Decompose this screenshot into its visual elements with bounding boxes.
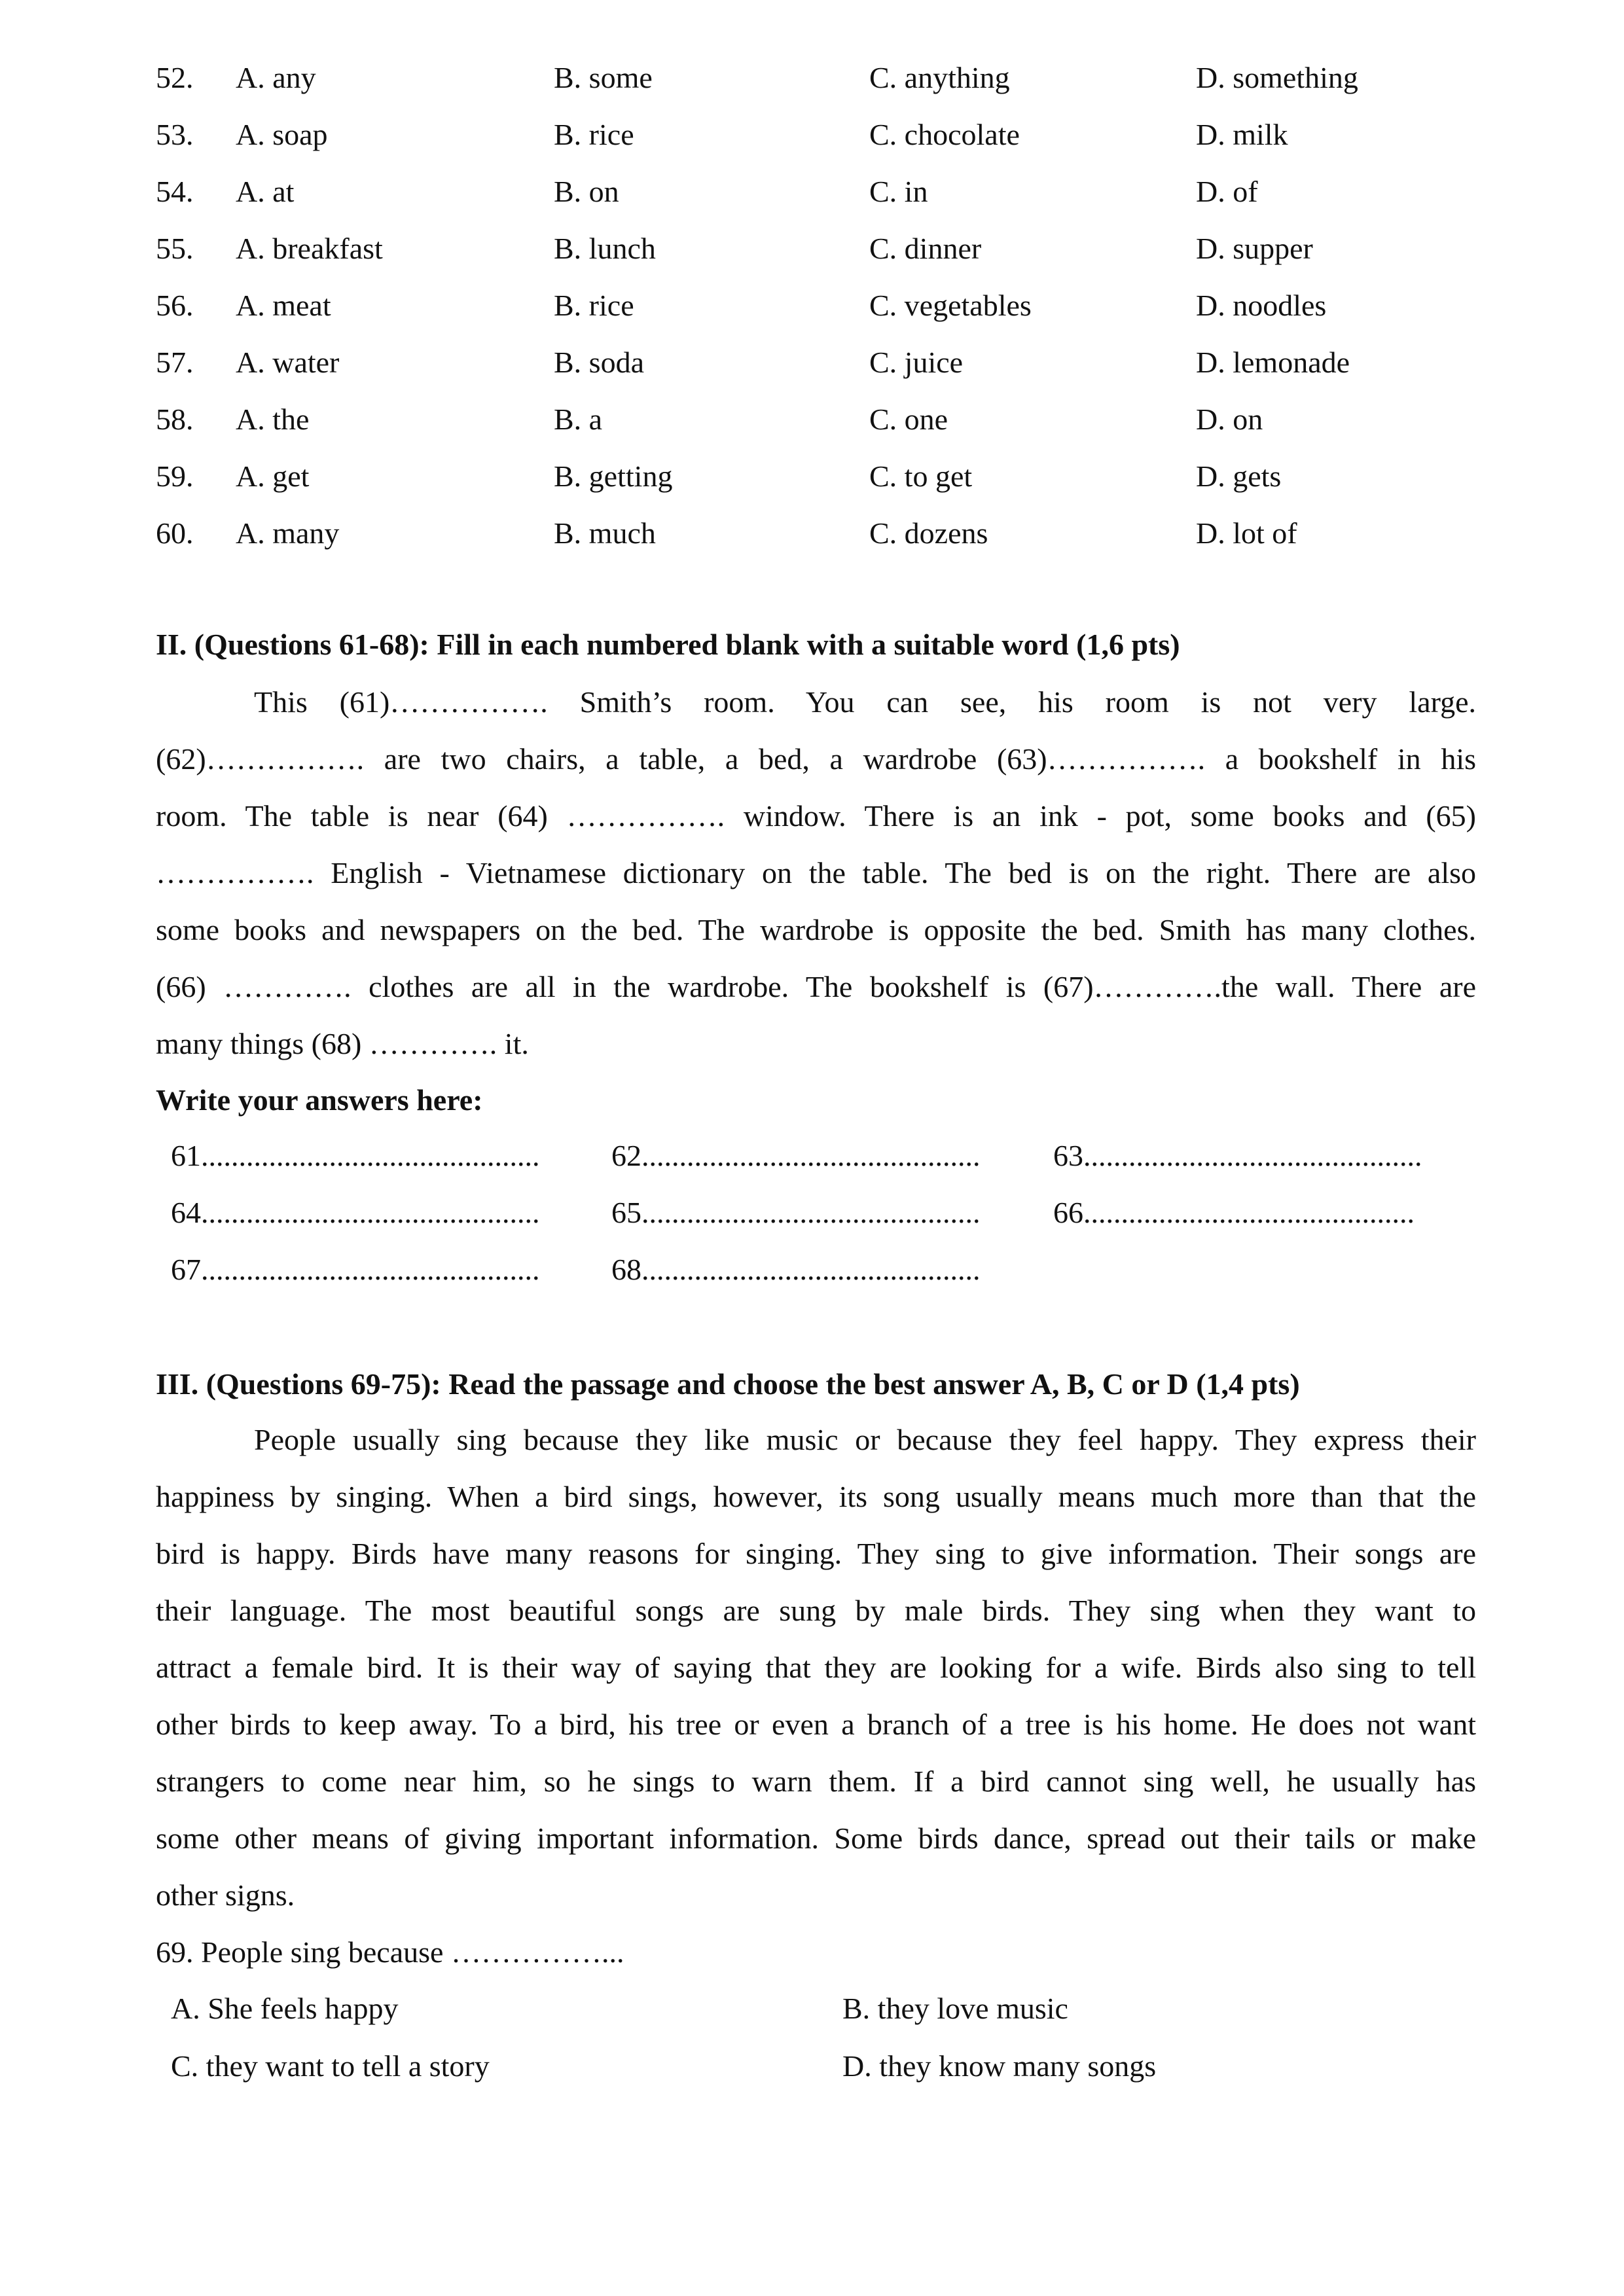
option-b: B. much (554, 516, 656, 550)
option-a: A. many (236, 516, 340, 550)
option-a: A. breakfast (236, 232, 383, 265)
option-c: C. anything (869, 61, 1010, 94)
question-number: 53. (156, 118, 194, 151)
section-3-heading: III. (Questions 69-75): Read the passage and choose the best answer A, B, C or D (1,4 pts) (156, 1367, 1300, 1401)
passage-line: attract a female bird. It is their way of saying that they are looking for a wife. Birds also sing to tell (156, 1651, 1476, 1684)
option-d: D. gets (1196, 459, 1282, 493)
option-a: A. any (236, 61, 316, 94)
option-c: C. vegetables (869, 289, 1032, 322)
option-b: B. a (554, 403, 603, 436)
question-69: 69. People sing because ……………... (156, 1935, 624, 1969)
passage-line: This (61)……………. Smith’s room. You can see, his room is not very large. (254, 685, 1476, 719)
option-b: B. soda (554, 346, 644, 379)
option-b: B. lunch (554, 232, 656, 265)
option-c: C. dozens (869, 516, 988, 550)
option-d: D. noodles (1196, 289, 1327, 322)
q69-option-d: D. they know many songs (842, 2049, 1157, 2083)
question-number: 55. (156, 232, 194, 265)
q69-option-c: C. they want to tell a story (171, 2049, 490, 2083)
passage-line: (62)……………. are two chairs, a table, a bed, a wardrobe (63)……………. a bookshelf in his (156, 742, 1476, 776)
passage-line: bird is happy. Birds have many reasons for singing. They sing to give information. Their songs are (156, 1537, 1476, 1570)
answer-blank: 66............................................ (1053, 1196, 1415, 1229)
option-d: D. something (1196, 61, 1358, 94)
q69-option-a: A. She feels happy (171, 1992, 399, 2025)
option-d: D. milk (1196, 118, 1288, 151)
answer-blank: 67............................................. (171, 1253, 540, 1286)
passage-line: (66) …………. clothes are all in the wardrobe. The bookshelf is (67)………….the wall. There are (156, 970, 1476, 1003)
option-c: C. one (869, 403, 948, 436)
question-number: 56. (156, 289, 194, 322)
option-a: A. get (236, 459, 310, 493)
passage-line: other signs. (156, 1878, 295, 1912)
question-number: 52. (156, 61, 194, 94)
answer-blank: 62............................................. (611, 1139, 981, 1172)
option-a: A. soap (236, 118, 328, 151)
question-number: 59. (156, 459, 194, 493)
passage-line: happiness by singing. When a bird sings, however, its song usually means much more than that the (156, 1480, 1476, 1513)
section-2-heading: II. (Questions 61-68): Fill in each numbered blank with a suitable word (1,6 pts) (156, 628, 1180, 661)
option-b: B. getting (554, 459, 673, 493)
option-a: A. at (236, 175, 295, 208)
question-number: 60. (156, 516, 194, 550)
option-b: B. some (554, 61, 653, 94)
answer-blank: 65............................................. (611, 1196, 981, 1229)
answer-blank: 68............................................. (611, 1253, 981, 1286)
q69-option-b: B. they love music (842, 1992, 1068, 2025)
option-c: C. chocolate (869, 118, 1020, 151)
passage-line: ……………. English - Vietnamese dictionary on the table. The bed is on the right. There are also (156, 856, 1476, 889)
option-d: D. of (1196, 175, 1258, 208)
answer-blank: 64............................................. (171, 1196, 540, 1229)
answers-label: Write your answers here: (156, 1083, 483, 1117)
option-b: B. on (554, 175, 619, 208)
option-b: B. rice (554, 118, 634, 151)
option-c: C. in (869, 175, 928, 208)
passage-line: many things (68) …………. it. (156, 1027, 529, 1060)
option-d: D. lemonade (1196, 346, 1350, 379)
option-c: C. to get (869, 459, 973, 493)
option-c: C. juice (869, 346, 964, 379)
option-c: C. dinner (869, 232, 982, 265)
question-number: 58. (156, 403, 194, 436)
passage-line: some other means of giving important information. Some birds dance, spread out their tails or make (156, 1821, 1476, 1855)
option-d: D. supper (1196, 232, 1313, 265)
question-number: 57. (156, 346, 194, 379)
passage-line: strangers to come near him, so he sings to warn them. If a bird cannot sing well, he usually has (156, 1765, 1476, 1798)
option-b: B. rice (554, 289, 634, 322)
passage-line: their language. The most beautiful songs are sung by male birds. They sing when they want to (156, 1594, 1476, 1627)
passage-line: other birds to keep away. To a bird, his tree or even a branch of a tree is his home. He does not want (156, 1708, 1476, 1741)
option-a: A. the (236, 403, 310, 436)
passage-line: People usually sing because they like music or because they feel happy. They express their (254, 1423, 1476, 1456)
option-d: D. lot of (1196, 516, 1297, 550)
answer-blank: 63............................................. (1053, 1139, 1422, 1172)
answer-blank: 61............................................. (171, 1139, 540, 1172)
passage-line: some books and newspapers on the bed. The wardrobe is opposite the bed. Smith has many clothes. (156, 913, 1476, 946)
option-a: A. meat (236, 289, 331, 322)
option-d: D. on (1196, 403, 1263, 436)
passage-line: room. The table is near (64) ……………. window. There is an ink - pot, some books and (65) (156, 799, 1476, 833)
question-number: 54. (156, 175, 194, 208)
option-a: A. water (236, 346, 340, 379)
